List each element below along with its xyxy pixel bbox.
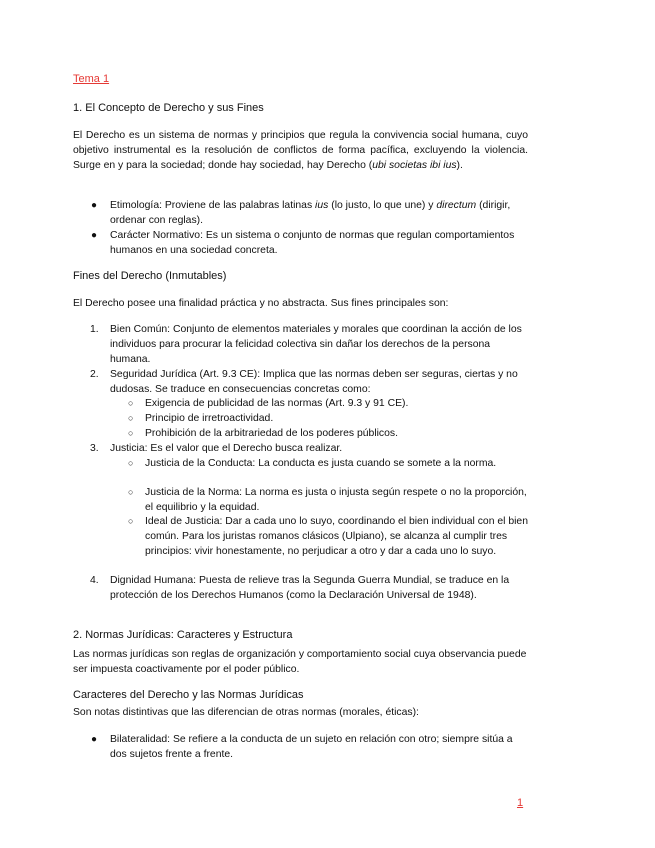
- fin-justicia: [90, 441, 530, 456]
- text: Seguridad Jurídica (Art. 9.3 CE): Implica que las normas deben ser seguras, ciertas y no dudosas. Se traduce en consecuencias concretas como:: [110, 369, 518, 395]
- circle-bullet-icon: ○: [128, 428, 134, 438]
- intro-latin: ubi societas ibi ius: [372, 160, 457, 171]
- text: Ideal de Justicia: Dar a cada uno lo suyo, coordinando el bien individual con el bien común. Para los juristas romanos clásicos (Ulpiano), se alcanza al cumplir tres principios: vivir honestamente, no perjudicar a otro y dar a cada uno lo suyo.: [145, 516, 528, 557]
- list-number: 1.: [90, 324, 99, 335]
- list-number: 3.: [90, 443, 99, 454]
- section-2-heading: 2. Normas Jurídicas: Caracteres y Estructura: [73, 629, 293, 641]
- text: Justicia de la Norma: La norma es justa o injusta según respete o no la proporción, el equilibrio y la equidad.: [145, 487, 527, 513]
- text: Carácter Normativo: Es un sistema o conjunto de normas que regulan comportamientos humanos en una sociedad concreta.: [110, 230, 515, 256]
- sub-item: [128, 411, 528, 426]
- sub-item: [128, 456, 528, 471]
- caracteres-intro: Son notas distintivas que las diferencian de otras normas (morales, éticas):: [73, 707, 419, 718]
- text: Dignidad Humana: Puesta de relieve tras la Segunda Guerra Mundial, se traduce en la protección de los Derechos Humanos (como la Declaración Universal de 1948).: [110, 575, 510, 601]
- text: (lo justo, lo que une) y: [328, 200, 437, 211]
- list-item-bilateralidad: [91, 732, 530, 762]
- fines-heading: Fines del Derecho (Inmutables): [73, 270, 227, 282]
- section-2-intro: Las normas jurídicas son reglas de organización y comportamiento social cuya observancia puede ser impuesta coactivamente por el poder público.: [73, 649, 527, 675]
- circle-bullet-icon: ○: [128, 398, 134, 408]
- text: (dirigir, ordenar con reglas).: [110, 200, 511, 226]
- list-number: 2.: [90, 369, 99, 380]
- fin-dignidad: [90, 573, 530, 603]
- page-number[interactable]: 1: [517, 797, 524, 809]
- section-1-heading: 1. El Concepto de Derecho y sus Fines: [73, 102, 264, 114]
- list-number: 4.: [90, 575, 99, 586]
- text: Bien Común: Conjunto de elementos materiales y morales que coordinan la acción de los individuos para procurar la felicidad colectiva sin dañar los derechos de la persona humana.: [110, 324, 522, 365]
- intro-text: El Derecho es un sistema de normas y principios que regula la convivencia social humana, cuyo objetivo instrumental es la resolución de conflictos de forma pacífica, excluyendo la violencia. Surge en y para la sociedad; donde hay sociedad, hay Derecho (: [73, 130, 528, 171]
- list-item-caracter: [91, 228, 530, 258]
- circle-bullet-icon: ○: [128, 458, 134, 468]
- sub-item: [128, 514, 528, 559]
- tema-link[interactable]: Tema 1: [73, 73, 110, 85]
- fines-intro: El Derecho posee una finalidad práctica y no abstracta. Sus fines principales son:: [73, 298, 449, 309]
- text: Bilateralidad: Se refiere a la conducta de un sujeto en relación con otro; siempre sitúa a dos sujetos frente a frente.: [110, 734, 513, 760]
- text: Justicia: Es el valor que el Derecho busca realizar.: [110, 443, 343, 454]
- text: Exigencia de publicidad de las normas (Art. 9.3 y 91 CE).: [145, 398, 409, 409]
- sub-item: [128, 396, 528, 411]
- sub-item: [128, 485, 528, 515]
- fin-seguridad: [90, 367, 530, 397]
- circle-bullet-icon: ○: [128, 413, 134, 423]
- caracteres-heading: Caracteres del Derecho y las Normas Jurídicas: [73, 689, 304, 701]
- italic-directum: directum: [436, 200, 477, 211]
- list-item-etimologia: [91, 198, 530, 228]
- circle-bullet-icon: ○: [128, 516, 134, 526]
- intro-paragraph: [73, 128, 528, 173]
- circle-bullet-icon: ○: [128, 487, 134, 497]
- text: Etimología: Proviene de las palabras latinas: [110, 200, 316, 211]
- intro-end: ).: [456, 160, 463, 171]
- bullet-icon: ●: [91, 200, 98, 211]
- text: Justicia de la Conducta: La conducta es justa cuando se somete a la norma.: [145, 458, 497, 469]
- sub-item: [128, 426, 528, 441]
- italic-ius: ius: [315, 200, 329, 211]
- fin-bien-comun: [90, 322, 530, 367]
- bullet-icon: ●: [91, 230, 98, 241]
- text: Principio de irretroactividad.: [145, 413, 274, 424]
- bullet-icon: ●: [91, 734, 98, 745]
- text: Prohibición de la arbitrariedad de los poderes públicos.: [145, 428, 398, 439]
